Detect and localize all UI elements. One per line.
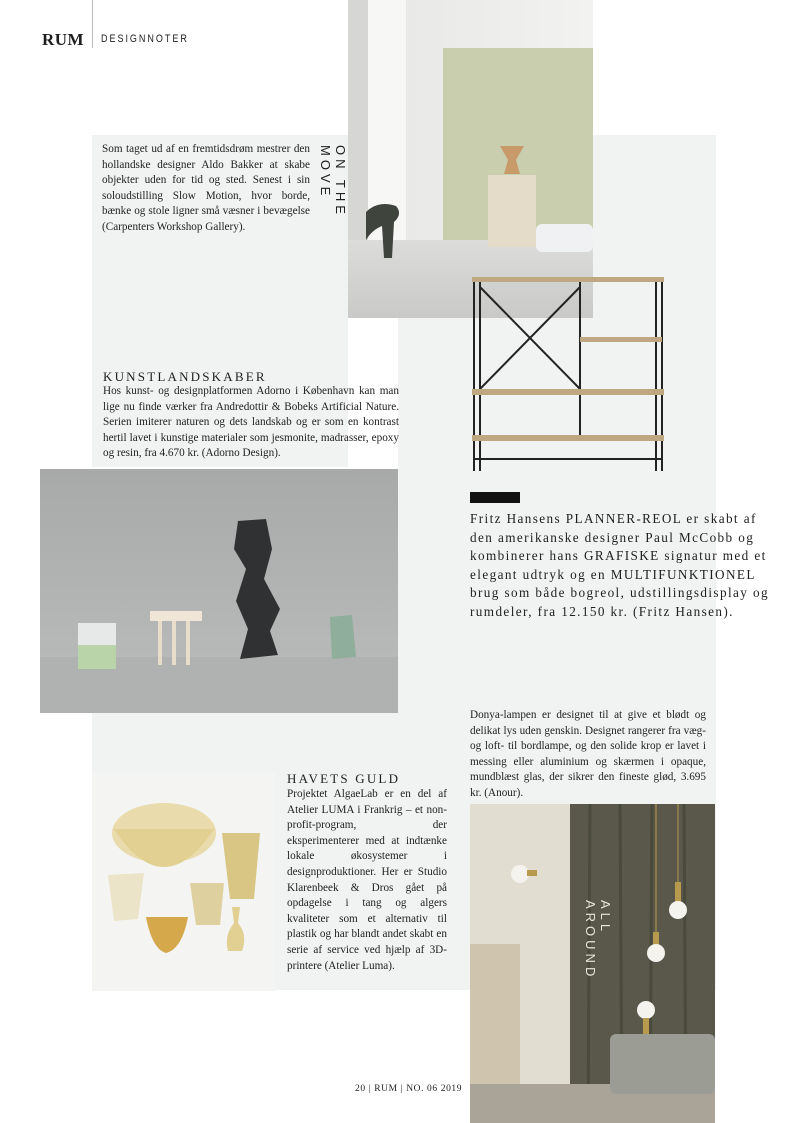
footer-page-number: 20 xyxy=(355,1084,366,1094)
photo-artificial-nature xyxy=(40,469,398,713)
text-kunstlandskaber: Hos kunst- og designplatformen Adorno i København kan man lige nu finde værker fra Andredottir & Bobeks Artificial Nature. Serien imiterer naturen og dets landskab og er som en kontrast hertil lavet i kunstige materialer som jesmonite, madrasser, epoxy og resin, fra 4.670 kr. (Adorno Design). xyxy=(103,385,399,460)
section-title: DESIGNNOTER xyxy=(101,33,189,45)
photo-aldo-bakker-gallery xyxy=(348,0,593,318)
heading-havets-guld: HAVETS GULD xyxy=(287,771,401,786)
footer-issue: NO. 06 2019 xyxy=(406,1084,463,1094)
text-on-the-move: Som taget ud af en fremtidsdrøm mestrer den hollandske designer Aldo Bakker at skabe objekter uden for tid og sted. Senest i sin soloudstilling Slow Motion, hvor borde, bænke og stole ligner små væsner i bevægelse (Carpenters Workshop Gallery). xyxy=(102,143,310,233)
footer-magazine: RUM xyxy=(374,1084,398,1094)
label-all-around: ALL AROUND xyxy=(583,900,613,981)
photo-planner-shelf xyxy=(470,277,666,473)
accent-bar xyxy=(470,492,520,503)
text-donya: Donya-lampen er designet til at give et blødt og delikat lys uden genskin. Designet rangerer fra væg- og loft- til bordlampe, og den solide krop er lavet i messing eller aluminium og skærmen i opaque, mundblæst glas, der sikrer den fineste glød, 3.695 kr. (Anour). xyxy=(470,709,706,799)
header-divider xyxy=(92,0,93,48)
page-footer: 20 | RUM | NO. 06 2019 xyxy=(355,1084,463,1094)
text-planner: Fritz Hansens PLANNER-REOL er skabt af den amerikanske designer Paul McCobb og kombinerer hans GRAFISKE signatur med et elegant udtryk og en MULTIFUNKTIONEL brug som både bogreol, udstillingsdisplay og rumdeler, fra 12.150 kr. (Fritz Hansen). xyxy=(470,511,769,619)
heading-kunstlandskaber: KUNSTLANDSKABER xyxy=(103,369,267,384)
text-havets-guld: Projektet AlgaeLab er en del af Atelier LUMA i Frankrig – et non-profit-program, der eksperimenterer med at indtænke lokale økosystemer i designproduktioner. Her er Studio Klarenbeek & Dros gået på opdagelse i tang og algers kvaliteter som et alternativ til plastik og har blandt andet skabt en serie af service ved hjælp af 3D-printere (Atelier Luma). xyxy=(287,788,447,972)
label-on-the-move: ON THE MOVE xyxy=(318,145,348,218)
brand-logo: RUM xyxy=(42,30,85,49)
photo-algae-glassware xyxy=(92,773,275,991)
